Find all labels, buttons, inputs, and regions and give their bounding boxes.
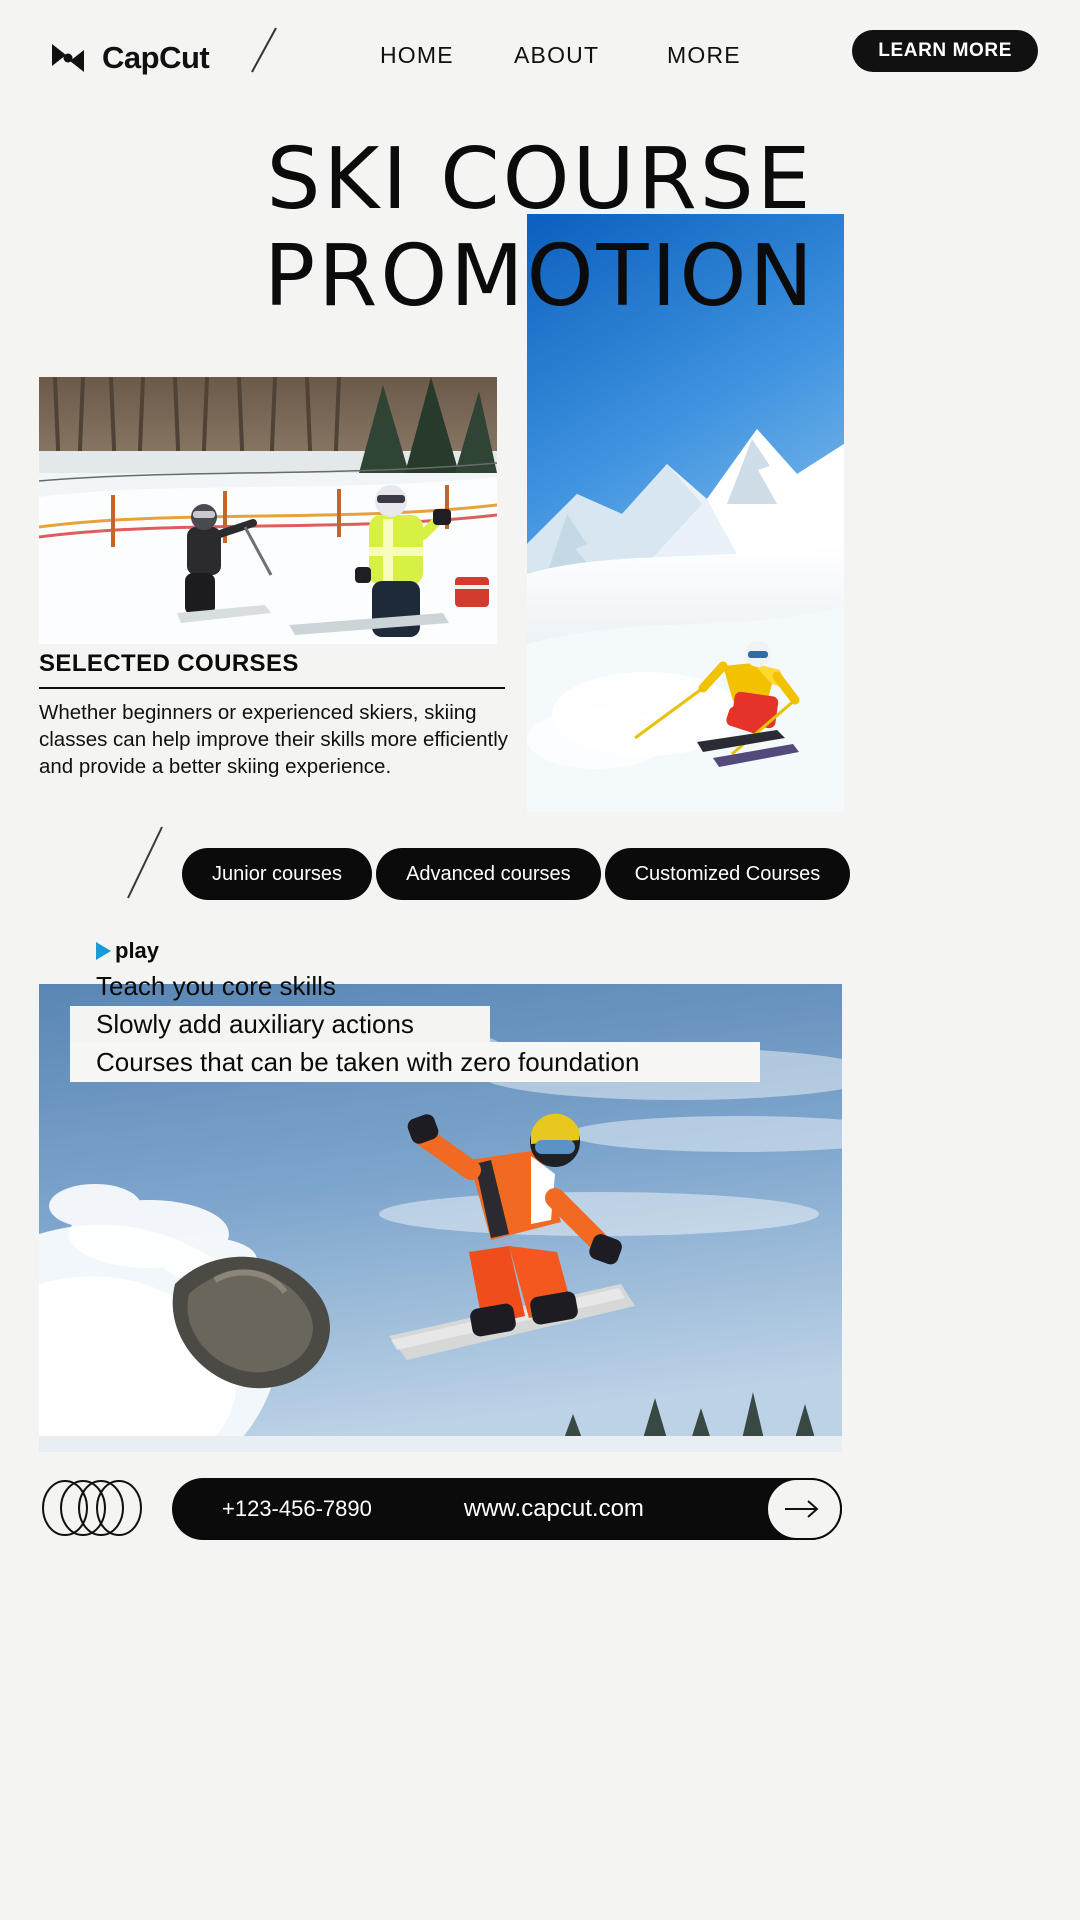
- play-row[interactable]: [96, 938, 159, 964]
- footer-website[interactable]: www.capcut.com: [463, 1495, 644, 1522]
- slash-divider-icon-2: [124, 824, 166, 902]
- feature-item-2: Slowly add auxiliary actions: [70, 1006, 490, 1042]
- selected-courses-block: [39, 650, 509, 780]
- chip-customized-courses[interactable]: Customized Courses: [605, 848, 851, 900]
- learn-more-button[interactable]: LEARN MORE: [852, 30, 1038, 72]
- brand[interactable]: [46, 40, 209, 76]
- title-line-2: PROMOTION: [264, 226, 816, 326]
- footer-phone[interactable]: +123-456-7890: [222, 1496, 372, 1521]
- divider: [39, 687, 505, 689]
- footer-contact-bar: [172, 1478, 842, 1540]
- selected-courses-body: Whether beginners or experienced skiers, skiing classes can help improve their skills more efficiently and provide a better skiing experience.: [39, 701, 509, 779]
- course-type-chips: [182, 848, 850, 900]
- play-icon[interactable]: [96, 942, 111, 960]
- play-label: play: [115, 938, 160, 963]
- arrow-right-icon: [783, 1498, 825, 1520]
- rings-logo-icon: [39, 1478, 151, 1538]
- brand-name: CapCut: [102, 40, 210, 75]
- footer-arrow-button[interactable]: [766, 1478, 842, 1540]
- feature-item-3: Courses that can be taken with zero foundation: [70, 1042, 760, 1082]
- feature-item-1: Teach you core skills: [96, 971, 336, 1001]
- chip-junior-courses[interactable]: Junior courses: [182, 848, 372, 900]
- title-line-1: SKI COURSE: [266, 130, 814, 229]
- slash-divider-icon: [249, 26, 279, 74]
- selected-courses-heading: SELECTED COURSES: [39, 650, 299, 677]
- chip-advanced-courses[interactable]: Advanced courses: [376, 848, 601, 900]
- site-header: CapCut HOME ABOUT MORE LEARN MORE: [0, 0, 1080, 122]
- hero-image-lesson: [39, 377, 497, 644]
- capcut-logo-icon: [46, 41, 90, 75]
- hero-image-skier-mountain: [527, 214, 844, 812]
